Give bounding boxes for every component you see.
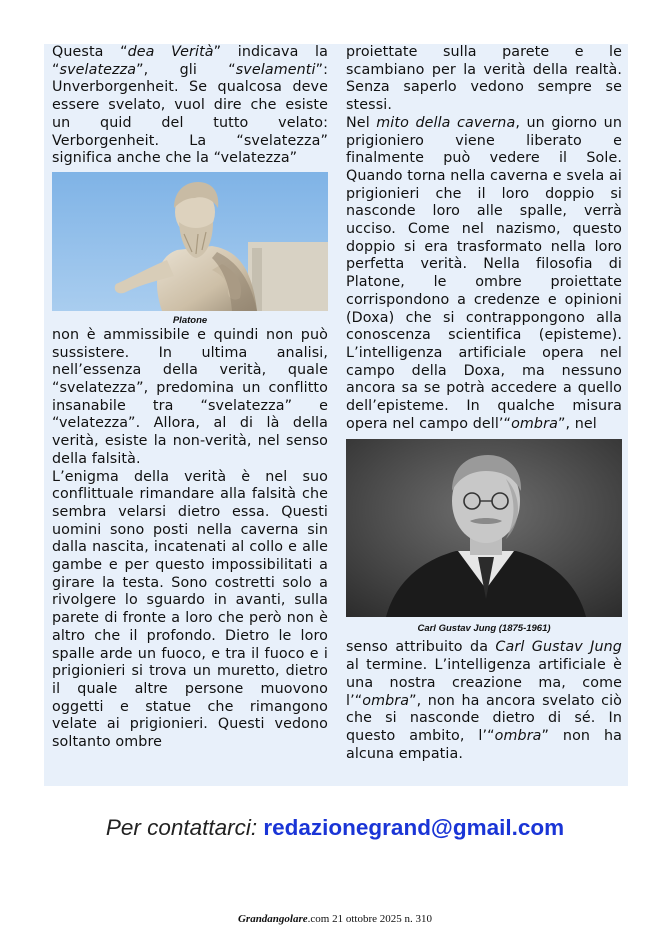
left-paragraph-3: L’enigma della verità è nel suo conflittuale rimandare alla falsità che sembra velarsi dietro essa. Questi uomini sono posti nella caverna sin dalla nascita, incatenati al collo e alle gambe e per questo impossibilitati a girare la testa. Sono costretti solo a rivolgere lo sguardo in avanti, sulla parete di fronte a loro che però non è altro che il profondo. Dietro le loro spalle arde un fuoco, e tra il fuoco e i prigionieri si trova un muretto, dietro il quale altre persone muovono oggetti e statue che rimangono velate ai prigionieri. Questi vedono soltanto ombre [52, 468, 328, 751]
left-paragraph-2: non è ammissibile e quindi non può sussistere. In ultima analisi, nell’essenza della verità, quale “svelatezza”, predomina un conflitto insanabile tra “svelatezza” e “velatezza”. Allora, al di là della verità, esiste la non-verità, nel senso della falsità. [52, 326, 328, 467]
contact-email-link[interactable]: redazionegrand@gmail.com [263, 815, 565, 840]
footer-brand: Grandangolare [237, 913, 308, 925]
page-footer [0, 913, 670, 925]
contact-line [0, 815, 670, 841]
contact-lead: Per contattarci: [105, 815, 258, 840]
plato-photo [52, 172, 328, 311]
right-paragraph-2: Nel mito della caverna, un giorno un prigioniero viene liberato e finalmente può vedere il Sole. Quando torna nella caverna e svela ai prigionieri che il loro doppio si nasconde loro alle spalle, verrà ucciso. Come nel nazismo, questo doppio si era trasformato nella loro perfetta verità. Nella filosofia di Platone, le ombre proiettate corrispondono a credenze e opinioni (Doxa) che si contrappongono alla conoscenza scientifica (episteme). L’intelligenza artificiale opera nel campo della Doxa, ma nessuno ancora sa se potrà accedere a quello dell’episteme. In qualche misura opera nel campo dell’“ombra”, nel [346, 114, 622, 432]
right-paragraph-3: senso attribuito da Carl Gustav Jung al termine. L’intelligenza artificiale è una nostra creazione ma, come l’“ombra”, non ha ancora svelato ciò che si nasconde dietro di sé. In questo ambito, l’“ombra” non ha alcuna empatia. [346, 639, 622, 762]
article-panel [44, 44, 628, 786]
jung-caption: Carl Gustav Jung (1875-1961) [417, 623, 551, 635]
plato-caption: Platone [172, 314, 208, 326]
right-column [346, 44, 622, 763]
jung-photo [346, 439, 622, 617]
right-paragraph-1: proiettate sulla parete e le scambiano per la verità della realtà. Senza saperlo vedono sempre se stessi. [346, 44, 622, 114]
left-paragraph-1: Questa “dea Verità” indicava la “svelatezza”, gli “svelamenti”: Unverborgenheit. Se qualcosa deve essere svelato, vuol dire che esiste un quid del tutto velato: Verborgenheit. La “svelatezza” significa anche che la “velatezza” [52, 44, 328, 167]
left-column [52, 44, 328, 752]
footer-issue: .com 21 ottobre 2025 n. 310 [307, 913, 433, 925]
